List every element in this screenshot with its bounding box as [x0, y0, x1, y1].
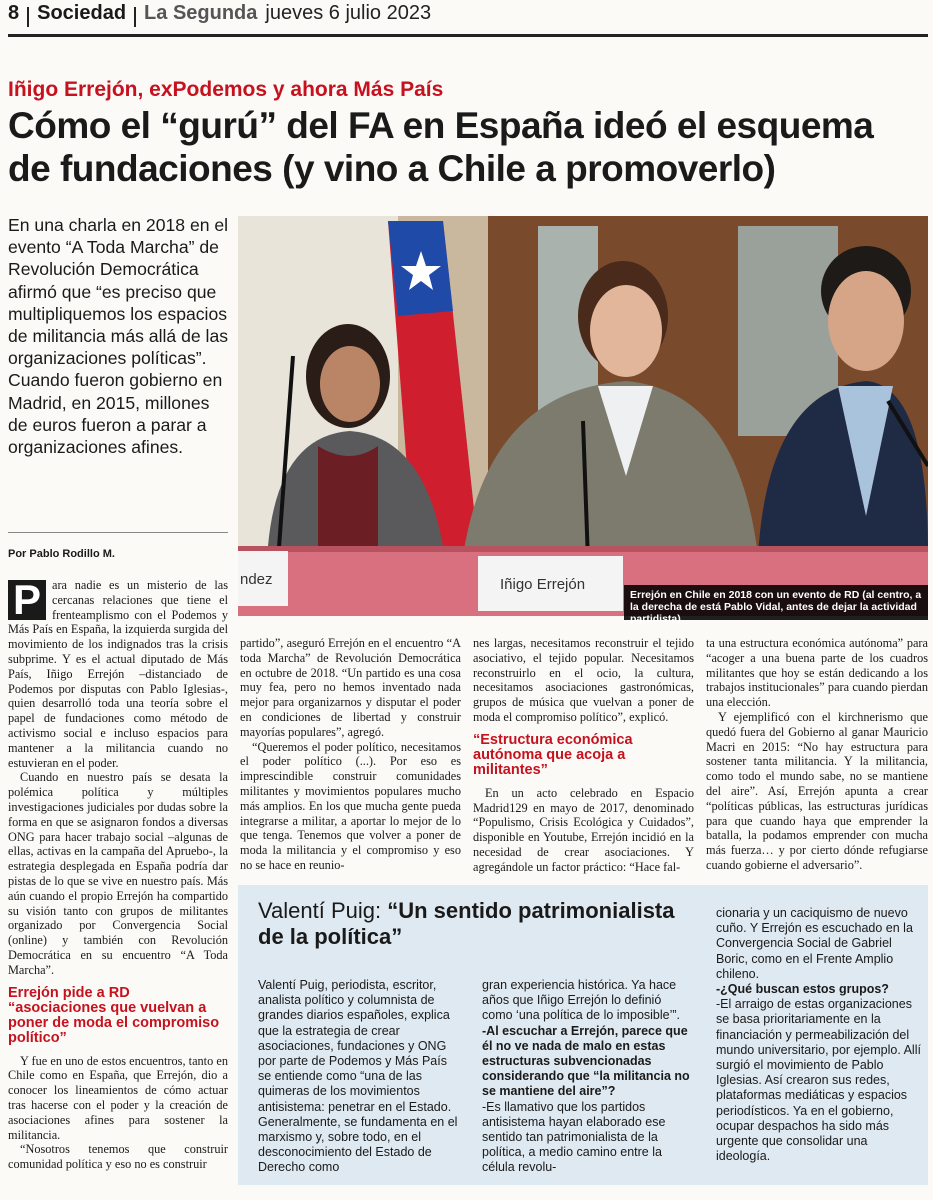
interview-column-1 [258, 978, 458, 1176]
person-center-face [590, 285, 662, 377]
paragraph: nes largas, necesitamos reconstruir el tejido asociativo, el tejido popular. Necesitamos reconstruirlo en el ocio, la cultura, necesitamos asociaciones gastronómicas, grupos de música que vuelvan a poner de moda el compromiso político”, explicó. [473, 636, 694, 724]
interview-paragraph: -El arraigo de estas organizaciones se basa prioritariamente en la financiación y permeabilización del mundo universitario, por ejemplo. Allí surgió el movimiento de Pablo Iglesias. Así crearon sus redes, plataformas mediáticas y espacios periodísticos. Ya en el gobierno, ocupar despachos ha sido más urgente que consolidar una ideología. [716, 997, 921, 1164]
header-rule [8, 34, 928, 37]
body-column-4 [706, 636, 928, 873]
issue-date: jueves 6 julio 2023 [265, 2, 432, 24]
byline-rule [8, 532, 228, 533]
paragraph [8, 578, 228, 770]
interview-paragraph: cionaria y un caciquismo de nuevo cuño. Y Errejón es escuchado en la Convergencia Social de Gabriel Boric, como en el Frente Amplio chileno. [716, 906, 913, 981]
photo-caption: Errejón en Chile en 2018 con un evento de RD (al centro, a la derecha de está Pablo Vidal, antes de dejar la actividad partidista). [624, 585, 928, 620]
interview-paragraph: -Es llamativo que los partidos antisistema hayan elaborado ese sentido tan patrimonialista de la política, a medio camino entre la célula revolu- [482, 1099, 666, 1175]
photo-illustration [238, 216, 928, 616]
interview-title-quote: “Un sentido patrimonialista de la política” [258, 898, 675, 949]
interview-question: -¿Qué buscan estos grupos? [716, 982, 889, 997]
interview-paragraph: Valentí Puig, periodista, escritor, analista político y columnista de grandes diarios españoles, explica que la estrategia de crear asociaciones, fundaciones y ONG por parte de Podemos y Más País se entiende como “una de las quimeras de los movimientos antisistema: penetrar en el Estado. Generalmente, se fundamenta en el marxismo y, sobre todo, en el desconocimiento del Estado de Derecho como [258, 978, 458, 1175]
article-deck: En una charla en 2018 en el evento “A Toda Marcha” de Revolución Democrática afirmó que “es preciso que multipliquemos los espacios de militancia más allá de las organizaciones políticas”. Cuando fueron gobierno en Madrid, en 2015, millones de euros fueron a parar a organizaciones afines. [8, 215, 229, 458]
body-column-1 [8, 578, 228, 1172]
article-byline: Por Pablo Rodillo M. [8, 548, 115, 560]
article-headline: Cómo el “gurú” del FA en España ideó el esquema de fundaciones (y vino a Chile a promoverlo) [8, 105, 874, 189]
subheading: Errejón pide a RD “asociaciones que vuelvan a poner de moda el compromiso político” [8, 984, 220, 1046]
person-left-top [318, 446, 378, 546]
interview-paragraph: gran experiencia histórica. Ya hace años que Iñigo Errejón lo definió como ‘una política de lo imposible’”. [482, 978, 681, 1023]
paragraph: ta una estructura económica autónoma” para “acoger a una buena parte de los cuadros militantes que hoy se están dedicando a los trabajos institucionales” para cuando pierdan una elección. [706, 636, 928, 710]
interview-column-2 [482, 978, 692, 1176]
interview-title [258, 898, 703, 950]
article-photo [238, 216, 928, 616]
paragraph: Y ejemplificó con el kirchnerismo que quedó fuera del Gobierno al ganar Mauricio Macri en 2015: “No hay estructura para sostener tanta militancia. Y la militancia, como todo el mundo sabe, no se mantiene del aire”. Así, Errejón apunta a crear “políticas públicas, las estructuras jurídicas para que cuando haya que emprender la batalla, la podamos emprender con mucha más fuerza… y por cierto dónde refugiarse cuando gobierne el adversario”. [706, 709, 928, 872]
paragraph: Cuando en nuestro país se desata la polémica política y múltiples investigaciones judiciales por dudas sobre la forma en que se asignaron fondos a diversas ONG para hacer trabajo social –algunas de ellas, activas en la campaña del Apruebo-, la estrategia desplegada en España podría dar pistas de lo que se vive en nuestro país. Más aún cuando el propio Errejón ha compartido su visión tanto con grupos de militantes organizado por Convergencia Social (online) y también con Revolución Democrática en su encuentro “A Toda Marcha”. [8, 770, 228, 977]
interview-column-3 [716, 906, 921, 1164]
interview-title-name: Valentí Puig: [258, 898, 388, 923]
page-number: 8 [8, 2, 20, 24]
paragraph: “Nosotros tenemos que construir comunidad política y eso no es construir [8, 1142, 228, 1172]
subheading: “Estructura económica autónoma que acoja a militantes” [473, 731, 633, 778]
nameplate-center-text: Iñigo Errejón [500, 576, 586, 593]
nameplate-left-text: ndez [240, 571, 273, 588]
person-left-face [320, 346, 380, 422]
page-header [8, 2, 928, 32]
paragraph-text: ara nadie es un misterio de las cercanas relaciones que tiene el frenteamplismo con el Podemos y Más País en España, la izquierda surgida del movimiento de los indignados tras la crisis subprime. Y es el actual diputado de Más País, Iñigo Errejón –distanciado de Podemos por disputas con Pablo Iglesias-, quien desarrolló toda una teoría sobre el papel de fundaciones como método de activismo social e incluso espacios para mantener a la militancia cuando no estuvieran en el poder. [8, 578, 228, 770]
newspaper-name: La Segunda [144, 2, 258, 24]
drop-cap: P [8, 580, 46, 620]
paragraph: En un acto celebrado en Espacio Madrid129 en mayo de 2017, denominado “Populismo, Crisis Ecológica y Cuidados”, disponible en Youtube, Errejón incidió en la necesidad de crear asociaciones. Y agregándole un factor práctico: “Hace fal- [473, 785, 694, 874]
article-kicker: Iñigo Errejón, exPodemos y ahora Más País [8, 78, 444, 101]
header-divider [27, 7, 29, 27]
body-column-3 [473, 636, 694, 875]
body-column-2 [240, 636, 461, 873]
paragraph: “Queremos el poder político, necesitamos el poder político (...). Por eso es imprescindible construir comunidades militantes y movimientos populares mucho más amplios. En los que mucha gente pueda integrarse a militar, a aportar lo mejor de lo que tenga. Tenemos que volver a poner de moda la militancia y el compromiso y eso no se hace en reunio- [240, 739, 461, 872]
section-name: Sociedad [37, 2, 127, 24]
interview-question: -Al escuchar a Errejón, parece que él no ve nada de malo en estas estructuras subvencionadas considerando que “la militancia no se mantiene del aire”? [482, 1023, 690, 1099]
person-right-face [828, 271, 904, 371]
header-divider [134, 7, 136, 27]
paragraph: partido”, aseguró Errejón en el encuentro “A toda Marcha” de Revolución Democrática en octubre de 2018. “Un partido es una cosa muy fea, pero no hemos inventado nada mejor para organizarnos y disputar el poder en condiciones de libertad y construir mayorías populares”, agregó. [240, 636, 461, 739]
photo-table-edge [238, 546, 928, 552]
paragraph: Y fue en uno de estos encuentros, tanto en Chile como en España, que Errejón, dio a conocer los lineamientos de cómo actuar tras hacerse con el poder y la creación de asociaciones afines para sostener la militancia. [8, 1053, 228, 1142]
